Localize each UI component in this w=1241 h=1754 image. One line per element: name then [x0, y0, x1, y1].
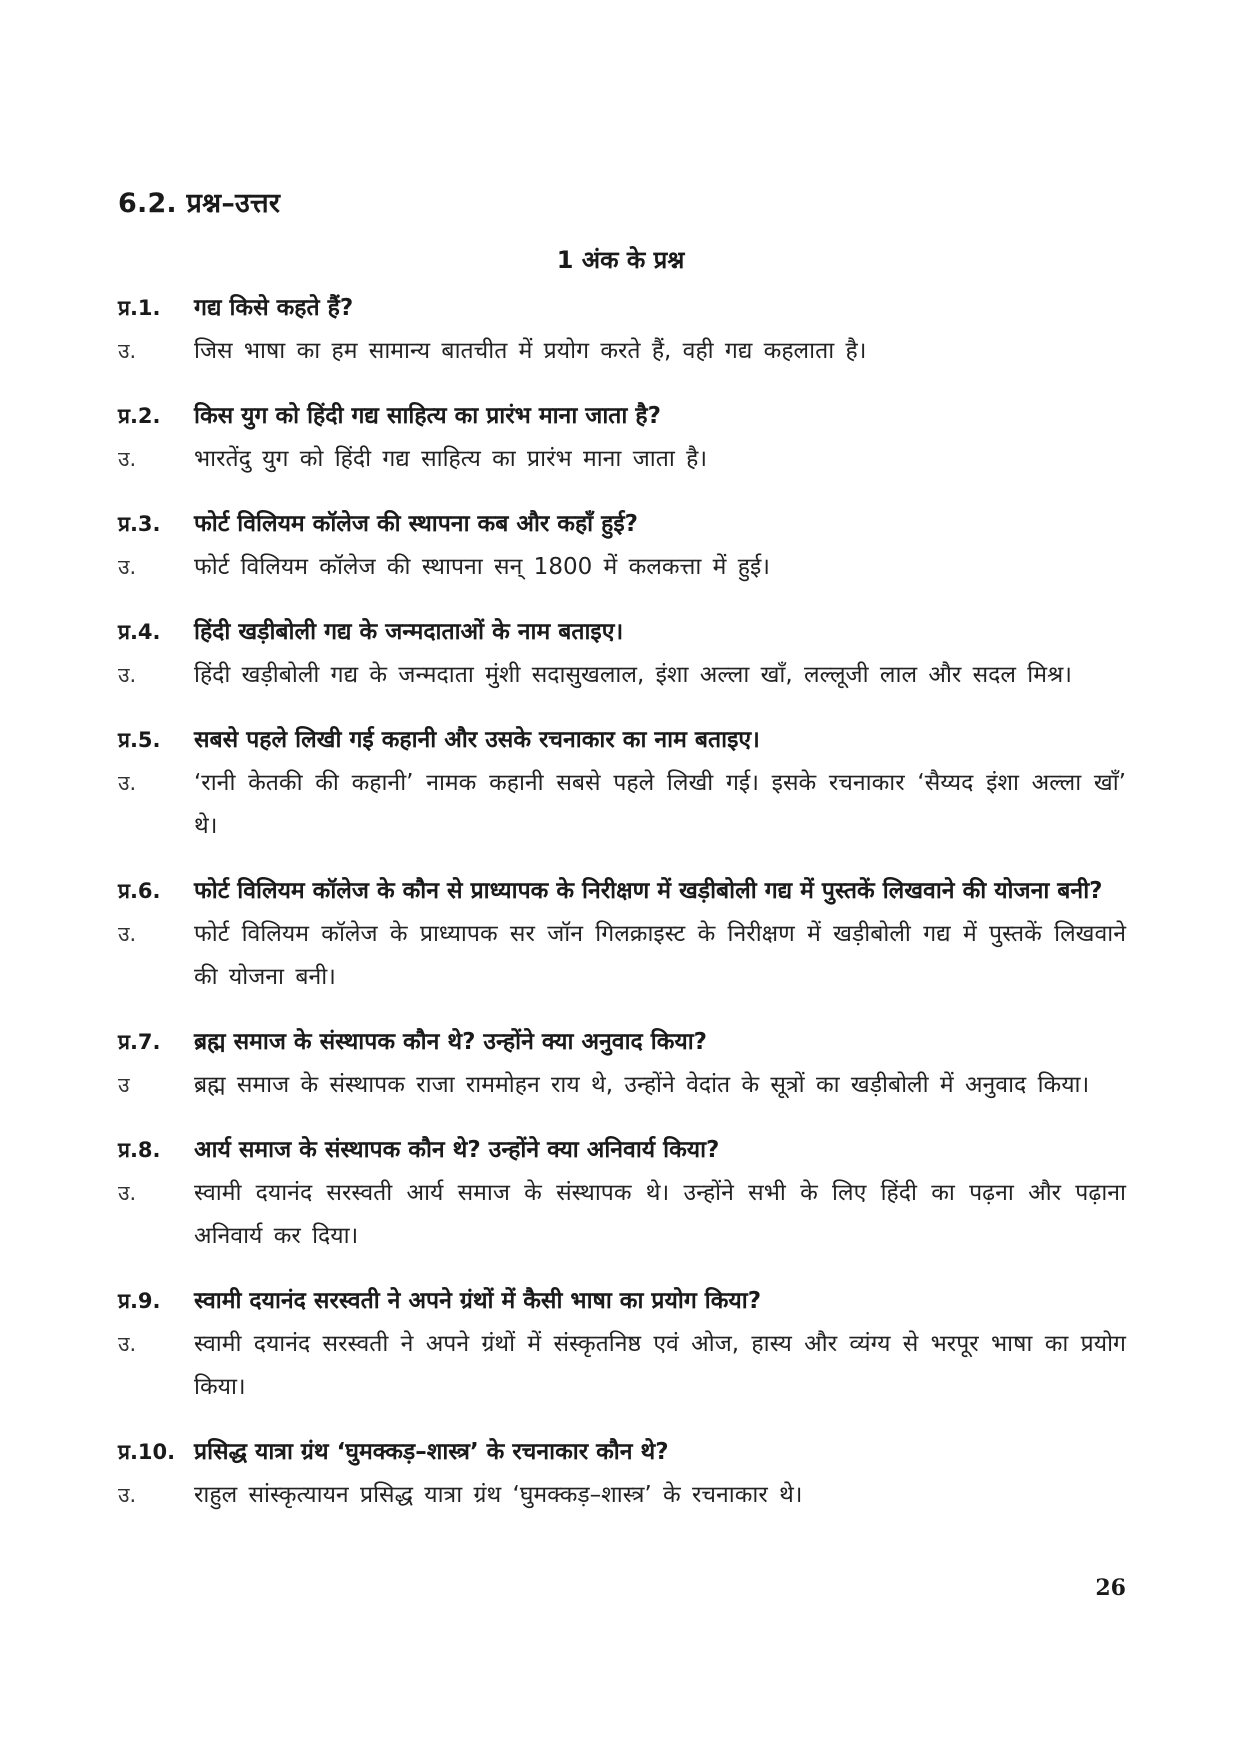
- qa-item: [118, 870, 1126, 999]
- answer-text: हिंदी खड़ीबोली गद्य के जन्मदाता मुंशी सदासुखलाल, इंशा अल्ला खाँ, लल्लूजी लाल और सदल मिश्र।: [194, 662, 1072, 688]
- question-row: [118, 503, 1126, 546]
- qa-item: [118, 1129, 1126, 1258]
- answer-label: उ.: [118, 771, 137, 795]
- qa-item: [118, 287, 1126, 373]
- question-number: प्र.2.: [118, 404, 161, 428]
- answer-label: उ.: [118, 922, 137, 946]
- question-number: प्र.1.: [118, 296, 161, 320]
- question-number: प्र.8.: [118, 1138, 161, 1162]
- answer-text: ‘रानी केतकी की कहानी’ नामक कहानी सबसे पहले लिखी गई। इसके रचनाकार ‘सैय्यद इंशा अल्ला खाँ’ थे।: [194, 770, 1126, 839]
- question-number: प्र.3.: [118, 512, 161, 536]
- question-text: हिंदी खड़ीबोली गद्य के जन्मदाताओं के नाम बताइए।: [194, 619, 624, 645]
- question-text: फोर्ट विलियम कॉलेज के कौन से प्राध्यापक के निरीक्षण में खड़ीबोली गद्य में पुस्तकें लिखवाने की योजना बनी?: [194, 878, 1103, 904]
- page-number: 26: [1095, 1575, 1126, 1601]
- answer-text: भारतेंदु युग को हिंदी गद्य साहित्य का प्रारंभ माना जाता है।: [194, 446, 708, 472]
- question-row: [118, 1280, 1126, 1323]
- answer-row: [118, 438, 1126, 481]
- question-text: गद्य किसे कहते हैं?: [194, 295, 354, 321]
- answer-text: फोर्ट विलियम कॉलेज के प्राध्यापक सर जॉन गिलक्राइस्ट के निरीक्षण में खड़ीबोली गद्य में पुस्तकें लिखवाने की योजना बनी।: [194, 921, 1126, 990]
- answer-label: उ.: [118, 447, 137, 471]
- answer-text: जिस भाषा का हम सामान्य बातचीत में प्रयोग करते हैं, वही गद्य कहलाता है।: [194, 338, 867, 364]
- question-number: प्र.10.: [118, 1440, 176, 1464]
- answer-row: [118, 762, 1126, 848]
- question-text: आर्य समाज के संस्थापक कौन थे? उन्होंने क्या अनिवार्य किया?: [194, 1137, 720, 1163]
- answer-row: [118, 654, 1126, 697]
- question-number: प्र.9.: [118, 1289, 161, 1313]
- question-row: [118, 870, 1126, 913]
- answer-label: उ.: [118, 339, 137, 363]
- question-text: प्रसिद्ध यात्रा ग्रंथ ‘घुमक्कड़–शास्त्र’ के रचनाकार कौन थे?: [194, 1439, 669, 1465]
- question-text: स्वामी दयानंद सरस्वती ने अपने ग्रंथों में कैसी भाषा का प्रयोग किया?: [194, 1288, 762, 1314]
- question-number: प्र.7.: [118, 1030, 161, 1054]
- qa-item: [118, 1431, 1126, 1517]
- answer-label: उ.: [118, 1332, 137, 1356]
- question-text: किस युग को हिंदी गद्य साहित्य का प्रारंभ माना जाता है?: [194, 403, 661, 429]
- answer-text: राहुल सांस्कृत्यायन प्रसिद्ध यात्रा ग्रंथ ‘घुमक्कड़–शास्त्र’ के रचनाकार थे।: [194, 1482, 803, 1508]
- question-number: प्र.4.: [118, 620, 161, 644]
- answer-row: [118, 1323, 1126, 1409]
- qa-item: [118, 611, 1126, 697]
- qa-list: [118, 287, 1126, 1539]
- answer-row: [118, 913, 1126, 999]
- question-text: ब्रह्म समाज के संस्थापक कौन थे? उन्होंने क्या अनुवाद किया?: [194, 1029, 708, 1055]
- question-row: [118, 611, 1126, 654]
- answer-label: उ.: [118, 1181, 137, 1205]
- qa-item: [118, 1021, 1126, 1107]
- question-number: प्र.6.: [118, 879, 161, 903]
- answer-text: स्वामी दयानंद सरस्वती ने अपने ग्रंथों में संस्कृतनिष्ठ एवं ओज, हास्य और व्यंग्य से भरपूर भाषा का प्रयोग किया।: [194, 1331, 1126, 1400]
- question-row: [118, 1431, 1126, 1474]
- answer-label: उ.: [118, 1483, 137, 1507]
- qa-item: [118, 395, 1126, 481]
- qa-item: [118, 719, 1126, 848]
- answer-text: स्वामी दयानंद सरस्वती आर्य समाज के संस्थापक थे। उन्होंने सभी के लिए हिंदी का पढ़ना और पढ़ाना अनिवार्य कर दिया।: [194, 1180, 1126, 1249]
- question-row: [118, 1021, 1126, 1064]
- question-row: [118, 395, 1126, 438]
- answer-text: ब्रह्म समाज के संस्थापक राजा राममोहन राय थे, उन्होंने वेदांत के सूत्रों का खड़ीबोली में अनुवाद किया।: [194, 1072, 1090, 1098]
- answer-label: उ.: [118, 555, 137, 579]
- section-heading: 6.2. प्रश्न–उत्तर: [118, 188, 281, 219]
- answer-row: [118, 330, 1126, 373]
- marks-subheading: 1 अंक के प्रश्न: [556, 246, 685, 274]
- qa-item: [118, 1280, 1126, 1409]
- answer-row: [118, 1064, 1126, 1107]
- question-text: फोर्ट विलियम कॉलेज की स्थापना कब और कहाँ हुई?: [194, 511, 638, 537]
- answer-row: [118, 546, 1126, 589]
- answer-text: फोर्ट विलियम कॉलेज की स्थापना सन् 1800 में कलकत्ता में हुई।: [194, 554, 770, 580]
- answer-label: उ.: [118, 663, 137, 687]
- question-row: [118, 719, 1126, 762]
- question-text: सबसे पहले लिखी गई कहानी और उसके रचनाकार का नाम बताइए।: [194, 727, 760, 753]
- question-number: प्र.5.: [118, 728, 161, 752]
- answer-label: उ: [118, 1073, 130, 1097]
- question-row: [118, 1129, 1126, 1172]
- answer-row: [118, 1474, 1126, 1517]
- question-row: [118, 287, 1126, 330]
- answer-row: [118, 1172, 1126, 1258]
- qa-item: [118, 503, 1126, 589]
